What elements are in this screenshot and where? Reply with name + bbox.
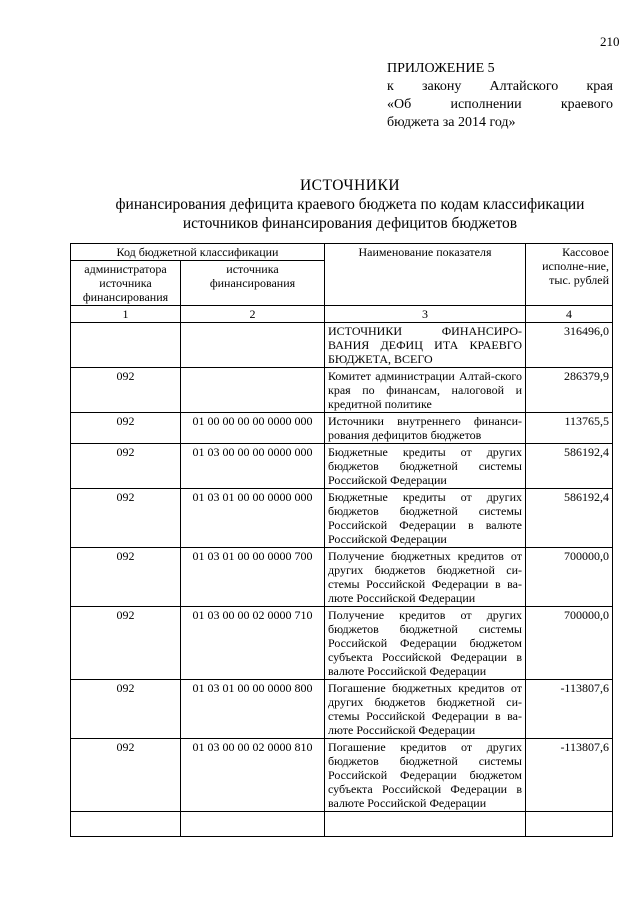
amount-cell: 586192,4 — [526, 444, 613, 489]
column-numbers-row — [71, 306, 613, 323]
table-row — [71, 607, 613, 680]
source-code-cell: 01 03 00 00 00 0000 000 — [181, 444, 325, 489]
admin-header: администратора источника финансирования — [71, 261, 181, 306]
code-group-header: Код бюджетной классификации — [71, 244, 325, 261]
empty-cell — [325, 812, 526, 837]
source-code-cell: 01 03 00 00 02 0000 810 — [181, 739, 325, 812]
indicator-name-cell: Погашение кредитов от других бюджетов бюджетной системы Российской Федерации бюджетом субъекта Российской Федерации в валюте Российской Федерации — [325, 739, 526, 812]
admin-code-cell — [71, 323, 181, 368]
source-code-cell — [181, 368, 325, 413]
appendix-line-4: бюджета за 2014 год» — [387, 115, 516, 130]
col-number: 2 — [181, 306, 325, 323]
empty-cell — [181, 812, 325, 837]
admin-code-cell: 092 — [71, 739, 181, 812]
heading-subtitle-2: источников финансирования дефицитов бюджетов — [182, 215, 518, 232]
indicator-name-cell: Комитет администрации Алтай-ского края по финансам, налоговой и кредитной политике — [325, 368, 526, 413]
indicator-name-cell: ИСТОЧНИКИ ФИНАНСИРО-ВАНИЯ ДЕФИЦ ИТА КРАЕВГО БЮДЖЕТА, ВСЕГО — [325, 323, 526, 368]
appendix-word: закону — [422, 79, 462, 94]
appendix-word: Алтайского — [489, 79, 559, 94]
empty-cell — [526, 812, 613, 837]
indicator-name-cell: Погашение бюджетных кредитов от других бюджетов бюджетной си-стемы Российской Федерации в ва-люте Российской Федерации — [325, 680, 526, 739]
indicator-name-cell: Получение кредитов от других бюджетов бюджетной системы Российской Федерации бюджетом субъекта Российской Федерации в валюте Российской Федерации — [325, 607, 526, 680]
table-row — [71, 680, 613, 739]
source-code-cell: 01 03 01 00 00 0000 700 — [181, 548, 325, 607]
amount-header: Кассовое исполне-ние, тыс. рублей — [526, 244, 613, 306]
amount-cell: 700000,0 — [526, 548, 613, 607]
indicator-name-cell: Бюджетные кредиты от других бюджетов бюджетной системы Российской Федерации в валюте Российской Федерации — [325, 489, 526, 548]
appendix-line-3 — [387, 96, 613, 114]
amount-cell: -113807,6 — [526, 680, 613, 739]
empty-cell — [71, 812, 181, 837]
admin-code-cell: 092 — [71, 489, 181, 548]
table-row — [71, 548, 613, 607]
admin-code-cell: 092 — [71, 607, 181, 680]
admin-code-cell: 092 — [71, 444, 181, 489]
sources-table — [70, 243, 613, 837]
admin-code-cell: 092 — [71, 548, 181, 607]
appendix-word: к — [387, 79, 394, 94]
indicator-name-cell: Бюджетные кредиты от других бюджетов бюджетной системы Российской Федерации — [325, 444, 526, 489]
heading-subtitle-1: финансирования дефицита краевого бюджета по кодам классификации — [115, 196, 585, 213]
source-header: источника финансирования — [181, 261, 325, 306]
table-row — [71, 323, 613, 368]
table-row-empty — [71, 812, 613, 837]
appendix-word: краевого — [560, 97, 613, 112]
indicator-name-cell: Получение бюджетных кредитов от других бюджетов бюджетной си-стемы Российской Федерации в ва-люте Российской Федерации — [325, 548, 526, 607]
admin-code-cell: 092 — [71, 680, 181, 739]
table-row — [71, 489, 613, 548]
table-row — [71, 413, 613, 444]
amount-cell: 700000,0 — [526, 607, 613, 680]
admin-code-cell: 092 — [71, 368, 181, 413]
admin-code-cell: 092 — [71, 413, 181, 444]
col-number: 1 — [71, 306, 181, 323]
amount-cell: -113807,6 — [526, 739, 613, 812]
appendix-word: исполнении — [450, 97, 522, 112]
source-code-cell: 01 03 01 00 00 0000 800 — [181, 680, 325, 739]
source-code-cell: 01 00 00 00 00 0000 000 — [181, 413, 325, 444]
amount-cell: 113765,5 — [526, 413, 613, 444]
amount-cell: 286379,9 — [526, 368, 613, 413]
amount-cell: 316496,0 — [526, 323, 613, 368]
table-row — [71, 739, 613, 812]
page-number: 210 — [600, 34, 620, 49]
appendix-block — [387, 60, 613, 132]
document-heading — [60, 176, 640, 233]
name-header: Наименование показателя — [325, 244, 526, 306]
col-number: 4 — [526, 306, 613, 323]
source-code-cell: 01 03 01 00 00 0000 000 — [181, 489, 325, 548]
source-code-cell: 01 03 00 00 02 0000 710 — [181, 607, 325, 680]
source-code-cell — [181, 323, 325, 368]
appendix-line-2 — [387, 78, 613, 96]
appendix-word: края — [586, 79, 613, 94]
appendix-title: ПРИЛОЖЕНИЕ 5 — [387, 61, 495, 76]
table-row — [71, 444, 613, 489]
appendix-word: «Об — [387, 97, 412, 112]
amount-cell: 586192,4 — [526, 489, 613, 548]
col-number: 3 — [325, 306, 526, 323]
indicator-name-cell: Источники внутреннего финанси-рования дефицитов бюджетов — [325, 413, 526, 444]
table-row — [71, 368, 613, 413]
header-row-1 — [71, 244, 613, 261]
heading-title: ИСТОЧНИКИ — [299, 177, 401, 194]
